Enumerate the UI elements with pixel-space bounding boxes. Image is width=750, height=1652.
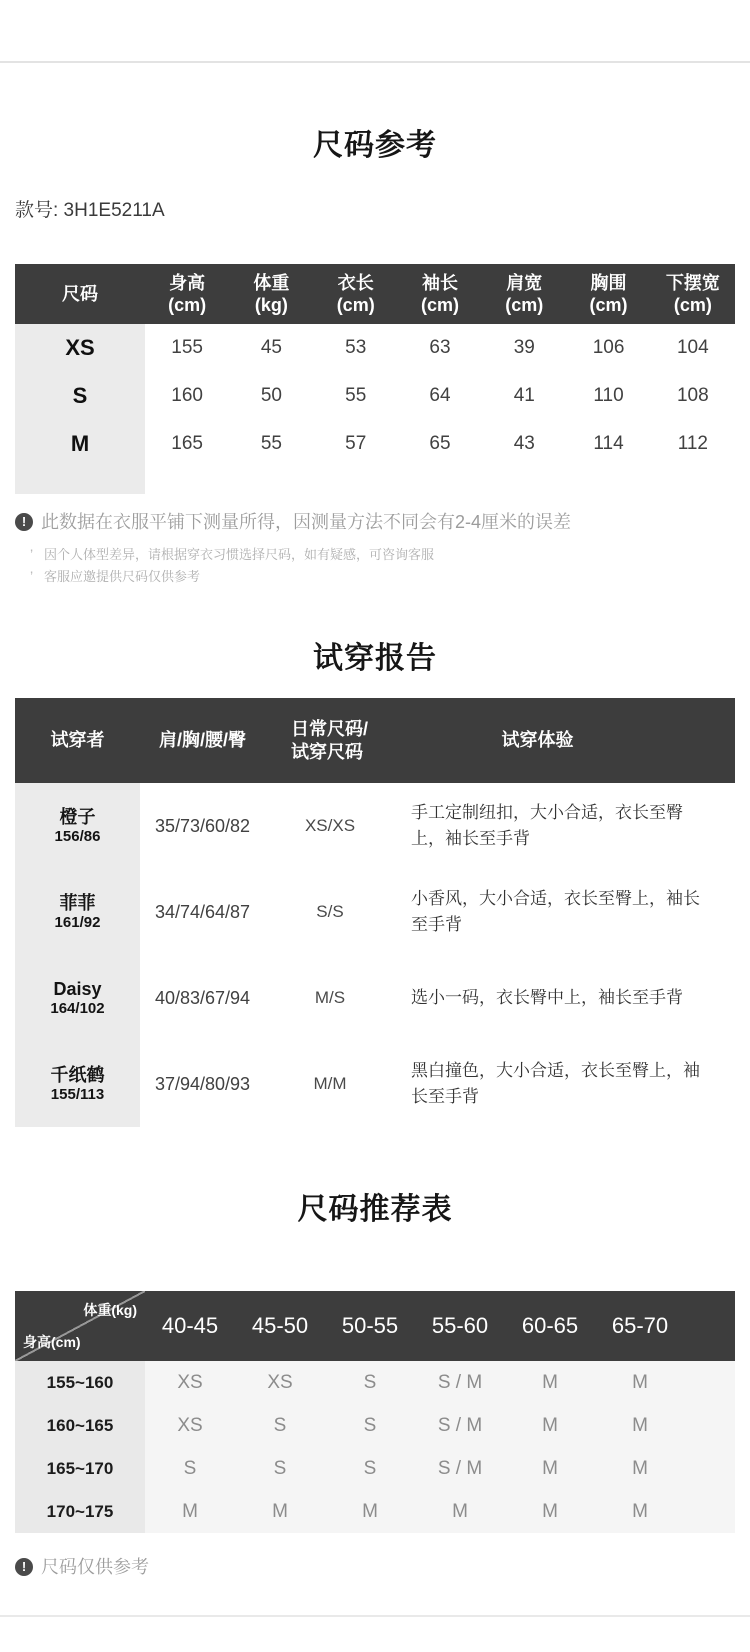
header-height: 身高 (cm)	[145, 264, 229, 324]
tester-row: 橙子 156/86 35/73/60/82 XS/XS 手工定制纽扣，大小合适，衣长至臀上，袖长至手背	[15, 783, 735, 869]
size-row-xs: XS 155 45 53 63 39 106 104	[15, 324, 735, 372]
height-range-label: 170~175	[15, 1490, 145, 1533]
size-label: M	[15, 420, 145, 468]
notice-icon: !	[15, 1558, 33, 1576]
weight-range-header: 40-45	[145, 1291, 235, 1361]
bullet-note: ’ 因个人体型差异，请根据穿衣习惯选择尺码，如有疑感，可咨询客服	[44, 544, 735, 566]
size-row-s: S 160 50 55 64 41 110 108	[15, 372, 735, 420]
header-bust: 胸围 (cm)	[566, 264, 650, 324]
corner-weight-label: 体重(kg)	[83, 1302, 137, 1318]
tester-row: 菲菲 161/92 34/74/64/87 S/S 小香风，大小合适，衣长至臀上，袖长至手背	[15, 869, 735, 955]
tester-cell: 千纸鹤 155/113	[15, 1041, 140, 1127]
top-divider	[0, 0, 750, 63]
measurement-note	[15, 510, 735, 534]
corner-height-label: 身高(cm)	[23, 1334, 81, 1350]
size-label: S	[15, 372, 145, 420]
measurement-note-text: 此数据在衣服平铺下测量所得，因测量方法不同会有2-4厘米的误差	[41, 512, 572, 532]
header-shoulder-width: 肩宽 (cm)	[482, 264, 566, 324]
header-hem-width: 下摆宽 (cm)	[651, 264, 735, 324]
weight-range-header: 65-70	[595, 1291, 685, 1361]
fit-report-header-row	[15, 698, 735, 783]
recommendation-row: 155~160 XS XS S S / M M M	[15, 1361, 735, 1404]
tester-cell: 橙子 156/86	[15, 783, 140, 869]
tester-cell: 菲菲 161/92	[15, 869, 140, 955]
header-daily-try-size: 日常尺码/ 试穿尺码	[265, 698, 395, 783]
bullet-mark-icon: ’	[30, 546, 34, 562]
bullet-note: ’ 客服应邀提供尺码仅供参考	[44, 566, 735, 588]
height-range-label: 155~160	[15, 1361, 145, 1404]
header-weight: 体重 (kg)	[229, 264, 313, 324]
fit-report-table	[15, 698, 735, 1127]
tester-row: Daisy 164/102 40/83/67/94 M/S 选小一码，衣长臀中上，袖长至手背	[15, 955, 735, 1041]
weight-range-header: 45-50	[235, 1291, 325, 1361]
header-experience: 试穿体验	[395, 698, 735, 783]
style-number: 款号: 3H1E5211A	[15, 200, 165, 221]
tester-row: 千纸鹤 155/113 37/94/80/93 M/M 黑白撞色，大小合适，衣长至臀上，袖长至手背	[15, 1041, 735, 1127]
header-shoulder-bust-waist-hip: 肩/胸/腰/臀	[140, 698, 265, 783]
tester-cell: Daisy 164/102	[15, 955, 140, 1041]
recommendation-header-row	[15, 1291, 735, 1361]
bullet-mark-icon: ’	[30, 568, 34, 584]
size-table-footer-spacer	[15, 468, 735, 494]
recommendation-row: 165~170 S S S S / M M M	[15, 1447, 735, 1490]
size-reference-table	[15, 264, 735, 494]
recommendation-table	[15, 1291, 735, 1533]
header-spacer	[685, 1291, 735, 1361]
header-garment-length: 衣长 (cm)	[314, 264, 398, 324]
reference-note-text: 尺码仅供参考	[41, 1557, 149, 1577]
reference-note	[15, 1555, 735, 1579]
size-label: XS	[15, 324, 145, 372]
header-tester: 试穿者	[15, 698, 140, 783]
height-range-label: 165~170	[15, 1447, 145, 1490]
size-table-header-row	[15, 264, 735, 324]
bottom-divider	[0, 1615, 750, 1617]
weight-range-header: 60-65	[505, 1291, 595, 1361]
note-bullet-list	[30, 544, 735, 588]
height-range-label: 160~165	[15, 1404, 145, 1447]
notice-icon: !	[15, 513, 33, 531]
weight-range-header: 50-55	[325, 1291, 415, 1361]
fit-report-title: 试穿报告	[313, 642, 437, 675]
size-row-m: M 165 55 57 65 43 114 112	[15, 420, 735, 468]
recommendation-title: 尺码推荐表	[297, 1193, 453, 1226]
size-reference-title: 尺码参考	[313, 129, 437, 162]
recommendation-row: 160~165 XS S S S / M M M	[15, 1404, 735, 1447]
corner-cell	[15, 1291, 145, 1361]
recommendation-row: 170~175 M M M M M M	[15, 1490, 735, 1533]
header-sleeve-length: 袖长 (cm)	[398, 264, 482, 324]
weight-range-header: 55-60	[415, 1291, 505, 1361]
header-size: 尺码	[15, 264, 145, 324]
